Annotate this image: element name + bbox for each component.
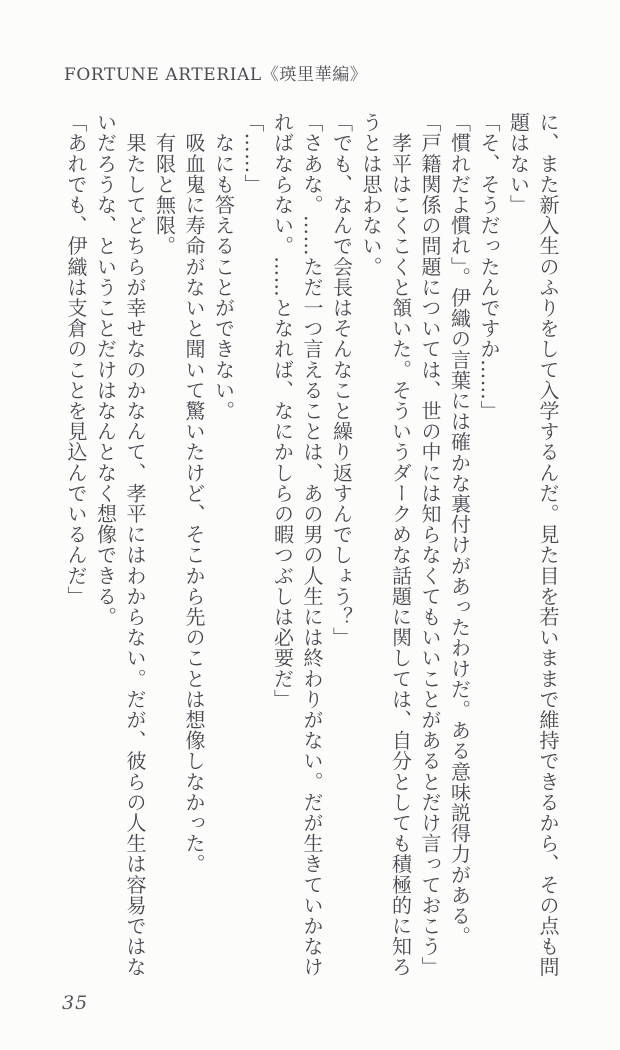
text-column: ればならない。……となれば、なにかしらの暇つぶしは必要だ」 [270,112,295,710]
text-column: 吸血鬼に寿命がないと聞いて驚いたけど、そこから先のことは想像しなかった。 [182,112,206,875]
running-header: FORTUNE ARTERIAL《瑛里華編》 [64,65,368,85]
text-column: うとは思わない。 [359,112,383,277]
text-column: に、また新入生のふりをして入学するんだ。見た目を若いままで維持できるから、その点も問 [536,112,560,978]
text-column: 「でも、なんで会長はそんなこと繰り返すんでしょう？」 [329,112,354,648]
text-column: 「……」 [241,112,265,195]
text-column: 孝平はこくこくと頷いた。そういうダークめな話題に関しては、自分としても積極的に知ろ [388,112,413,978]
text-column: 「さあな。……ただ一つ言えることは、あの男の人生には終わりがない。だが生きていかなけ [300,112,324,978]
vertical-text-block [61,112,563,986]
page-number: 35 [62,992,89,1014]
text-column: なにも答えることができない。 [211,112,236,421]
text-column: 「慣れだよ慣れ」。伊織の言葉には確かな裏付けがあったわけだ。ある意味説得力がある。 [447,112,472,947]
text-column: 「あれでも、伊織は支倉のことを見込んでいるんだ」 [64,112,88,607]
text-column: いだろうな、ということだけはなんとなく想像できる。 [93,112,118,627]
text-column: 「戸籍関係の問題については、世の中には知らなくてもいいことがあるとだけ言っておこう」 [418,112,442,978]
text-column: 有限と無限。 [152,112,177,257]
text-column: 「そ、そうだったんですか……」 [477,112,501,421]
text-column: 果たしてどちらが幸せなのかなんて、孝平にはわからない。だが、彼らの人生は容易ではな [123,112,147,978]
text-column: 題はない」 [506,112,531,215]
